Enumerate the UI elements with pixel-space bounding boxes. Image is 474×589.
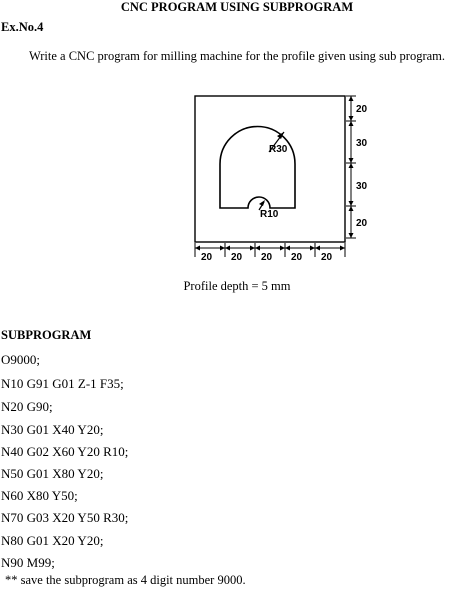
profile-drawing <box>185 90 368 265</box>
r10-label: R10 <box>260 209 279 220</box>
v-dim-1: 20 <box>356 104 368 115</box>
h-dim-5: 20 <box>321 252 333 263</box>
v-dim-2: 30 <box>356 138 368 149</box>
profile-depth: Profile depth = 5 mm <box>183 279 291 293</box>
h-dim-4: 20 <box>291 252 303 263</box>
code-line: N40 G02 X60 Y20 R10; <box>1 444 129 459</box>
r30-label: R30 <box>269 144 288 155</box>
exercise-number: Ex.No.4 <box>1 20 44 34</box>
code-line: N10 G91 G01 Z-1 F35; <box>1 376 124 391</box>
subprogram-heading: SUBPROGRAM <box>1 328 92 342</box>
code-line: N20 G90; <box>1 399 53 414</box>
code-line: N60 X80 Y50; <box>1 488 78 503</box>
code-line: N70 G03 X20 Y50 R30; <box>1 510 129 525</box>
v-dim-4: 20 <box>356 218 368 229</box>
v-dim-3: 30 <box>356 181 368 192</box>
h-dim-3: 20 <box>261 252 273 263</box>
code-line: N30 G01 X40 Y20; <box>1 422 104 437</box>
milling-profile <box>220 127 295 209</box>
page-title: CNC PROGRAM USING SUBPROGRAM <box>120 0 354 14</box>
code-line: N90 M99; <box>1 555 55 570</box>
save-note: ** save the subprogram as 4 digit number 9000. <box>5 573 246 587</box>
code-line: N50 G01 X80 Y20; <box>1 466 104 481</box>
workpiece-outline <box>195 96 345 242</box>
r10-arrow <box>259 200 265 206</box>
h-dim-1: 20 <box>201 252 213 263</box>
code-line: N80 G01 X20 Y20; <box>1 533 104 548</box>
question-text: Write a CNC program for milling machine for the profile given using sub program. <box>28 49 446 63</box>
code-line: O9000; <box>1 352 40 367</box>
h-dim-2: 20 <box>231 252 243 263</box>
